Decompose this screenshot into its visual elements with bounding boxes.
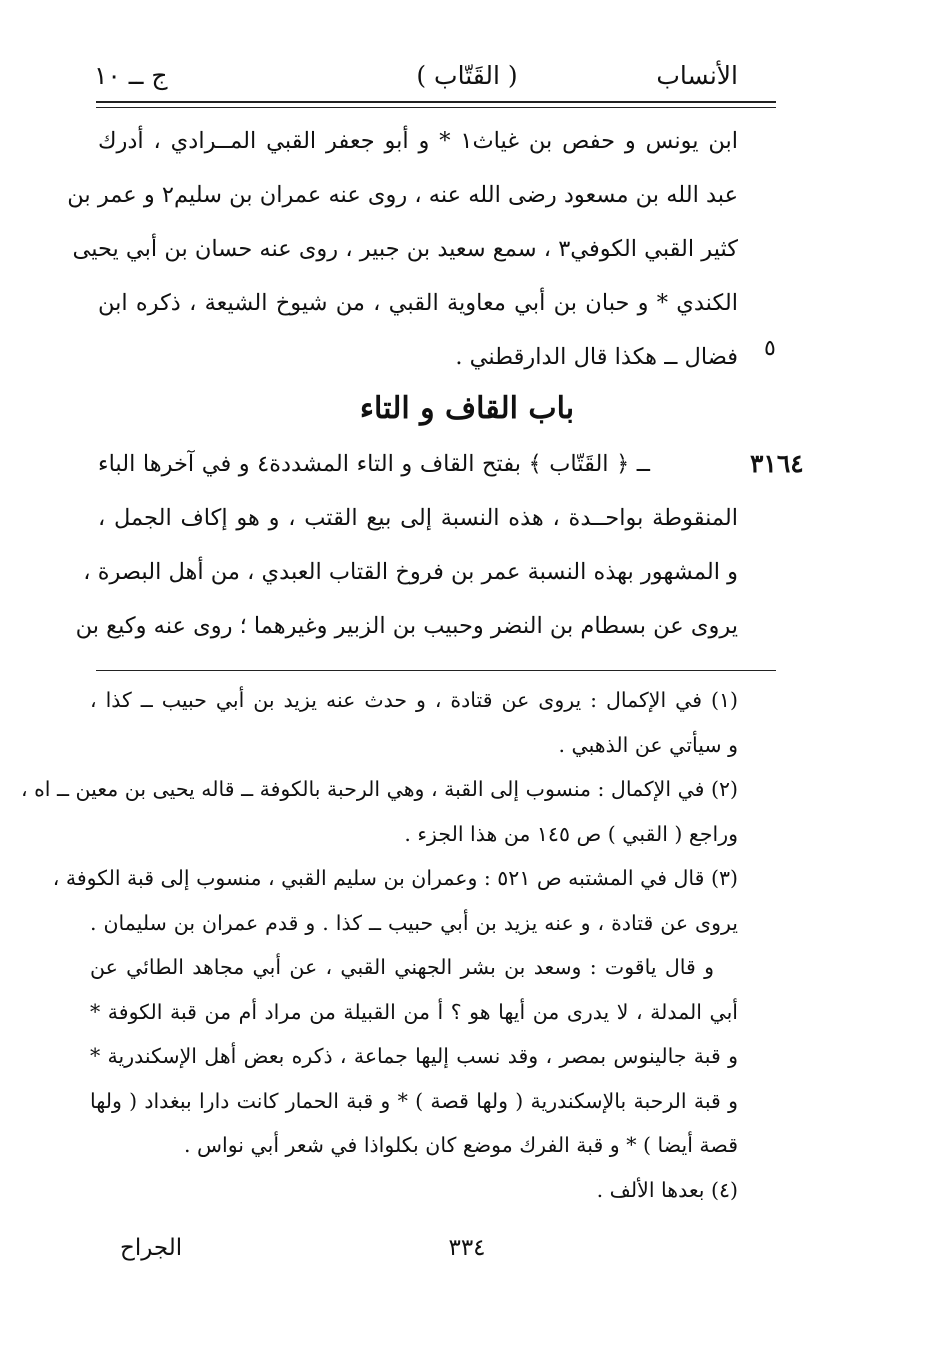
page-number: ٣٣٤ xyxy=(448,1235,486,1261)
header-rule xyxy=(96,101,776,103)
text-line: ابن يونس و حفص بن غياث١ * و أبو جعفر القبي المــرادي ، أدرك xyxy=(98,128,738,154)
main-text xyxy=(67,114,738,384)
footnotes xyxy=(20,678,738,1212)
text-line: عبد الله بن مسعود رضى الله عنه ، روى عنه عمران بن سليم٢ و عمر بن xyxy=(67,182,738,208)
footnote-line: يروى عن قتادة ، و عنه يزيد بن أبي حبيب ــ كذا . و قدم عمران بن سليمان . xyxy=(90,910,738,935)
catchword: الجراح xyxy=(120,1235,183,1261)
entry-line: يروى عن بسطام بن النضر وحبيب بن الزبير وغيرهما ؛ روى عنه وكيع بن xyxy=(75,613,738,639)
section-title: باب القاف و التاء xyxy=(359,391,575,426)
entry-line: ــ ﴿ القَتّاب ﴾ بفتح القاف و التاء المشددة٤ و في آخرها الباء xyxy=(98,451,650,477)
entry-number: ٣١٦٤ xyxy=(750,449,804,478)
volume-label: ج ــ ١٠ xyxy=(94,61,168,90)
entry-line: المنقوطة بواحــدة ، هذه النسبة إلى بيع القتب ، و هو إكاف الجمل ، xyxy=(98,505,738,531)
header-rule-thin xyxy=(96,107,776,108)
footnote-line: قصة أيضا ) * و قبة الفرك موضع كان بكلواذا في شعر أبي نواس . xyxy=(183,1133,738,1157)
footnote-line: (٢) في الإكمال : منسوب إلى القبة ، وهي الرحبة بالكوفة ــ قاله يحيى بن معين ــ اه ، xyxy=(20,777,738,801)
line-number: ٥ xyxy=(764,336,776,361)
text-line: الكندي * و حبان بن أبي معاوية القبي ، من شيوخ الشيعة ، ذكره ابن xyxy=(98,290,738,316)
text-line: كثير القبي الكوفي٣ ، سمع سعيد بن جبير ، روى عنه حسان بن أبي يحيى xyxy=(72,236,738,262)
entry-line: و المشهور بهذه النسبة عمر بن فروخ القتاب العبدي ، من أهل البصرة ، xyxy=(83,559,738,585)
running-title: الأنساب xyxy=(656,61,738,90)
footnote-separator xyxy=(96,670,776,671)
footnote-line: و قبة جالينوس بمصر ، وقد نسب إليها جماعة ، ذكره بعض أهل الإسكندرية * xyxy=(90,1044,738,1068)
footnote-line: (١) في الإكمال : يروى عن قتادة ، و حدث عنه يزيد بن أبي حبيب ــ كذا ، xyxy=(90,688,738,712)
footnote-line: و قبة الرحبة بالإسكندرية ( ولها قصة ) * و قبة الحمار كانت دارا ببغداد ( ولها xyxy=(90,1088,738,1113)
text-line: فضال ــ هكذا قال الدارقطني . xyxy=(455,344,738,370)
page-heading: ( القَتّاب ) xyxy=(416,61,518,90)
footnote-line: و سيأتي عن الذهبي . xyxy=(558,732,738,757)
footnote-line: أبي المدلة ، لا يدرى من أيها هو ؟ أ من القبيلة من مراد أم من قبة الكوفة * xyxy=(90,999,738,1024)
footnote-line: (٣) قال في المشتبه ص ٥٢١ : وعمران بن سليم القبي ، منسوب إلى قبة الكوفة ، xyxy=(52,866,738,890)
footnote-line: وراجع ( القبي ) ص ١٤٥ من هذا الجزء . xyxy=(404,821,738,846)
entry-text xyxy=(75,437,738,653)
footnote-line: و قال ياقوت : وسعد بن بشر الجهني القبي ، عن أبي مجاهد الطائي عن xyxy=(90,955,714,979)
footnote-line: (٤) بعدها الألف . xyxy=(596,1177,738,1202)
